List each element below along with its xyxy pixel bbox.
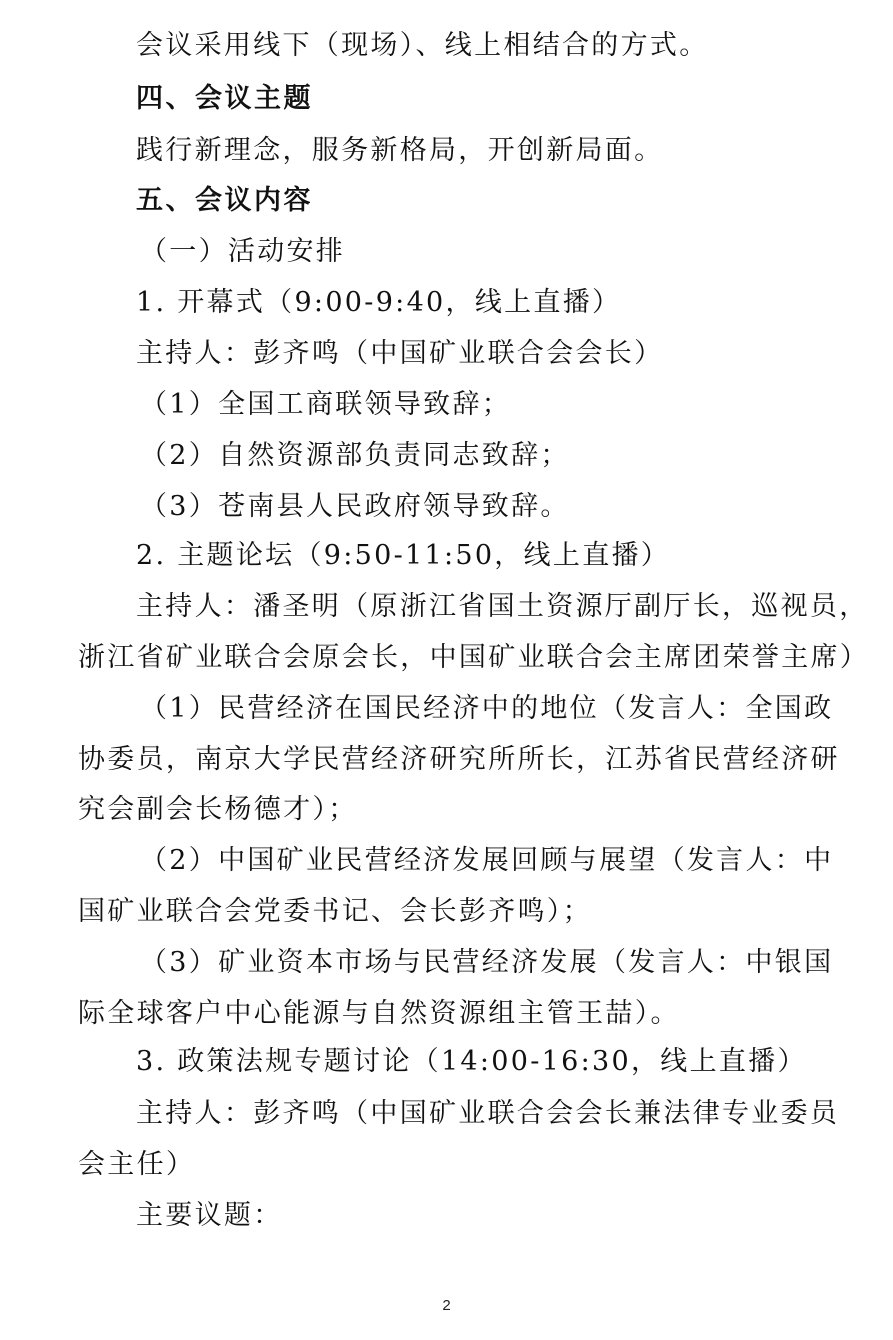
list-item-continued: 协委员，南京大学民营经济研究所所长，江苏省民营经济研 — [78, 744, 840, 775]
list-item: （2）中国矿业民营经济发展回顾与展望（发言人：中 — [140, 845, 834, 876]
list-item: （3）矿业资本市场与民营经济发展（发言人：中银国 — [140, 947, 834, 978]
main-topics-label: 主要议题： — [136, 1200, 283, 1231]
page-number: 2 — [442, 1297, 451, 1314]
host-forum: 主持人：潘圣明（原浙江省国土资源厅副厅长，巡视员， — [136, 591, 869, 622]
section-heading-theme: 四、会议主题 — [136, 83, 313, 114]
subheading-activity-schedule: （一）活动安排 — [140, 236, 346, 267]
agenda-item-policy-discussion: 3. 政策法规专题讨论（14:00-16:30，线上直播） — [136, 1046, 807, 1077]
list-item: （1）全国工商联领导致辞； — [140, 389, 512, 420]
list-item-continued: 究会副会长杨德才）； — [78, 794, 358, 825]
host-policy-discussion: 主持人：彭齐鸣（中国矿业联合会会长兼法律专业委员 — [136, 1098, 840, 1129]
host-policy-discussion-continued: 会主任） — [78, 1149, 196, 1180]
host-forum-continued: 浙江省矿业联合会原会长，中国矿业联合会主席团荣誉主席） — [78, 642, 870, 673]
section-heading-content: 五、会议内容 — [136, 185, 313, 216]
host-opening: 主持人：彭齐鸣（中国矿业联合会会长） — [136, 338, 664, 369]
list-item-continued: 国矿业联合会党委书记、会长彭齐鸣）； — [78, 896, 592, 927]
body-text-theme: 践行新理念，服务新格局，开创新局面。 — [136, 135, 664, 166]
list-item-continued: 际全球客户中心能源与自然资源组主管王喆）。 — [78, 998, 680, 1029]
list-item: （2）自然资源部负责同志致辞； — [140, 440, 570, 471]
list-item: （3）苍南县人民政府领导致辞。 — [140, 491, 570, 522]
agenda-item-forum: 2. 主题论坛（9:50-11:50，线上直播） — [136, 540, 671, 571]
agenda-item-opening: 1. 开幕式（9:00-9:40，线上直播） — [136, 287, 622, 318]
body-text-meeting-format: 会议采用线下（现场）、线上相结合的方式。 — [136, 30, 709, 61]
list-item: （1）民营经济在国民经济中的地位（发言人：全国政 — [140, 693, 834, 724]
